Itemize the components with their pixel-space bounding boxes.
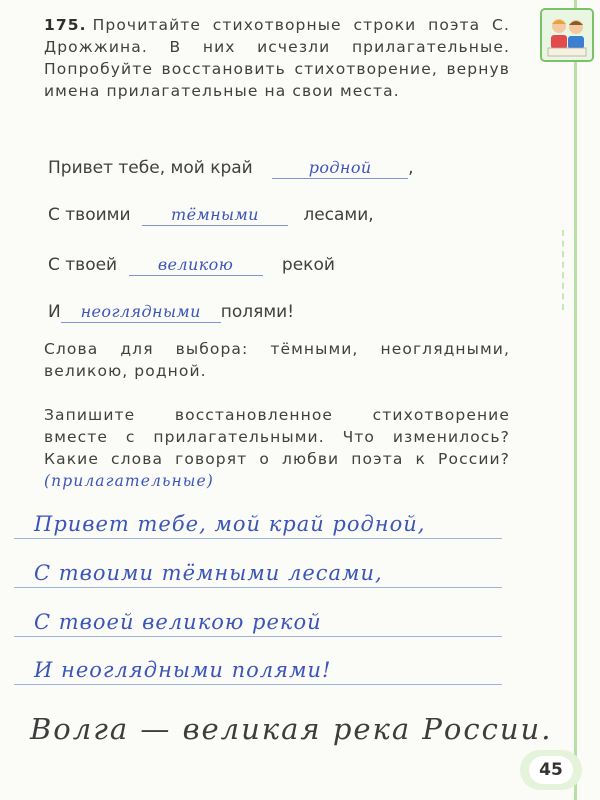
poem-text: С твоими [48,205,131,225]
poem-line-3 [48,255,335,276]
filled-word: тёмными [142,205,288,226]
handwritten-note: (прилагательные) [44,472,214,490]
poem-line-2 [48,205,374,226]
answer-line-1: Привет тебе, мой край родной, [34,512,426,536]
page-number: 45 [529,756,573,784]
filled-word: родной [272,158,408,179]
writing-rule [14,587,502,588]
writing-rule [14,636,502,637]
writing-rule [14,538,502,539]
task-instruction: Прочитайте стихотворные строки поэта С. Дрожжина. В них исчезли прилагательные. Попробуйте восстановить стихотворение, вернув имена прилагательные на свои места. [44,16,510,100]
filled-word: великою [129,255,263,276]
poem-text: , [408,158,414,178]
poem-line-1 [48,158,414,179]
answer-line-2: С твоими тёмными лесами, [34,561,383,585]
answer-line-4: И неоглядными полями! [34,658,332,682]
task-number: 175. [44,16,87,34]
instruction-body: Запишите восстановленное стихотворение вместе с прилагательными. Что изменилось? Какие слова говорят о любви поэта к России? [44,406,510,468]
word-choice: Слова для выбора: тёмными, неоглядными, великою, родной. [44,340,510,380]
poem-text: Привет тебе, мой край [48,158,253,178]
instruction-text [44,404,510,492]
filled-word: неоглядными [61,302,221,323]
children-writing-icon [540,8,594,62]
poem-text: С твоей [48,255,118,275]
page-number-badge [520,750,582,790]
writing-rule [14,684,502,685]
poem-text: полями! [220,302,295,322]
pencil-note: Волга — великая река России. [30,712,553,746]
margin-rule [574,0,577,800]
poem-line-4 [48,302,294,323]
poem-text: лесами, [303,205,374,225]
task-text [44,14,510,102]
poem-text: рекой [281,255,335,275]
answer-line-3: С твоей великою рекой [34,610,322,634]
poem-text: И [48,302,61,322]
margin-dashes [562,230,570,310]
